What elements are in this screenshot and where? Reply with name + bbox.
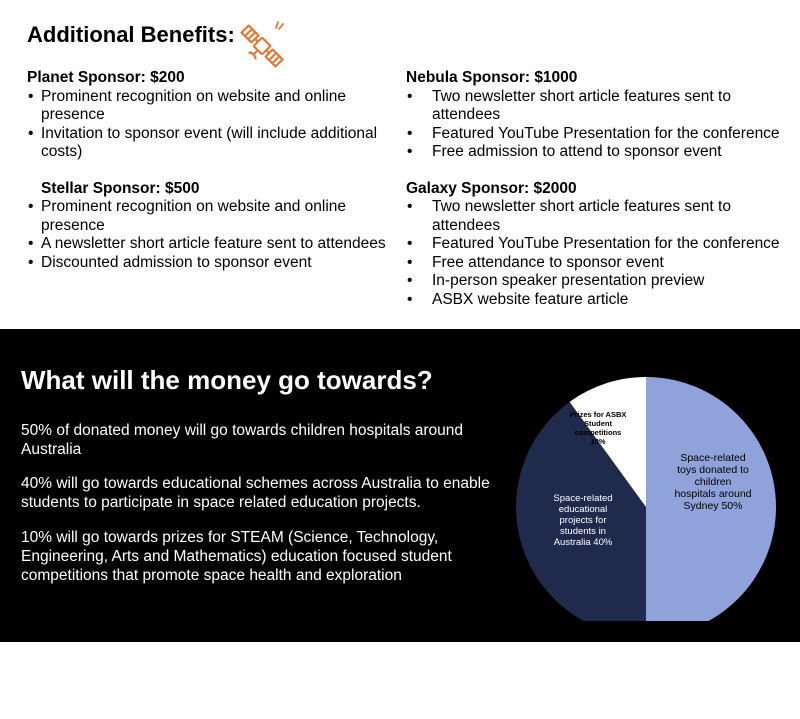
benefit-item: • Discounted admission to sponsor event <box>27 254 392 273</box>
page-title: Additional Benefits: <box>27 22 235 47</box>
pie-slice-label: Space-related educational projects for students in Australia 40% <box>553 493 613 548</box>
tier-galaxy <box>406 180 796 310</box>
tier-title: Planet Sponsor: $200 <box>27 69 185 86</box>
benefit-item: • Featured YouTube Presentation for the conference <box>406 125 796 144</box>
benefit-item: • Free admission to attend to sponsor event <box>406 143 796 162</box>
tier-stellar <box>27 180 392 273</box>
pie-slice-label: Space-related toys donated to children hospitals around Sydney 50% <box>674 452 752 512</box>
tier-title: Nebula Sponsor: $1000 <box>406 69 578 86</box>
funding-paragraph: 10% will go towards prizes for STEAM (Science, Technology, Engineering, Arts and Mathematics) education focused student competitions that promote space health and exploration <box>21 529 452 584</box>
left-sponsor-column <box>27 69 392 290</box>
benefit-item: • ASBX website feature article <box>406 291 796 310</box>
pie-slice-label: Prizes for ASBX Student competitions 10% <box>569 410 627 446</box>
satellite-icon <box>234 16 290 72</box>
funding-section <box>0 329 800 642</box>
benefit-item: • In-person speaker presentation preview <box>406 272 796 291</box>
funding-paragraph: 40% will go towards educational schemes across Australia to enable students to participate in space related education projects. <box>21 475 490 511</box>
funding-paragraph: 50% of donated money will go towards children hospitals around Australia <box>21 422 464 458</box>
tier-planet <box>27 69 392 162</box>
benefit-item: • A newsletter short article feature sent to attendees <box>27 235 392 254</box>
benefit-item: • Two newsletter short article features sent to attendees <box>406 198 796 235</box>
funding-pie-chart <box>508 361 800 621</box>
benefit-item: • Prominent recognition on website and online presence <box>27 88 392 125</box>
tier-title: Galaxy Sponsor: $2000 <box>406 179 577 197</box>
benefit-item: • Prominent recognition on website and online presence <box>27 198 392 235</box>
tier-title: Stellar Sponsor: $500 <box>41 179 200 197</box>
benefit-item: • Two newsletter short article features sent to attendees <box>406 88 796 125</box>
benefit-item: • Invitation to sponsor event (will include additional costs) <box>27 125 392 162</box>
right-sponsor-column <box>406 69 796 327</box>
funding-title: What will the money go towards? <box>21 365 433 395</box>
tier-nebula <box>406 69 796 162</box>
benefit-item: • Free attendance to sponsor event <box>406 254 796 273</box>
benefit-item: • Featured YouTube Presentation for the conference <box>406 235 796 254</box>
